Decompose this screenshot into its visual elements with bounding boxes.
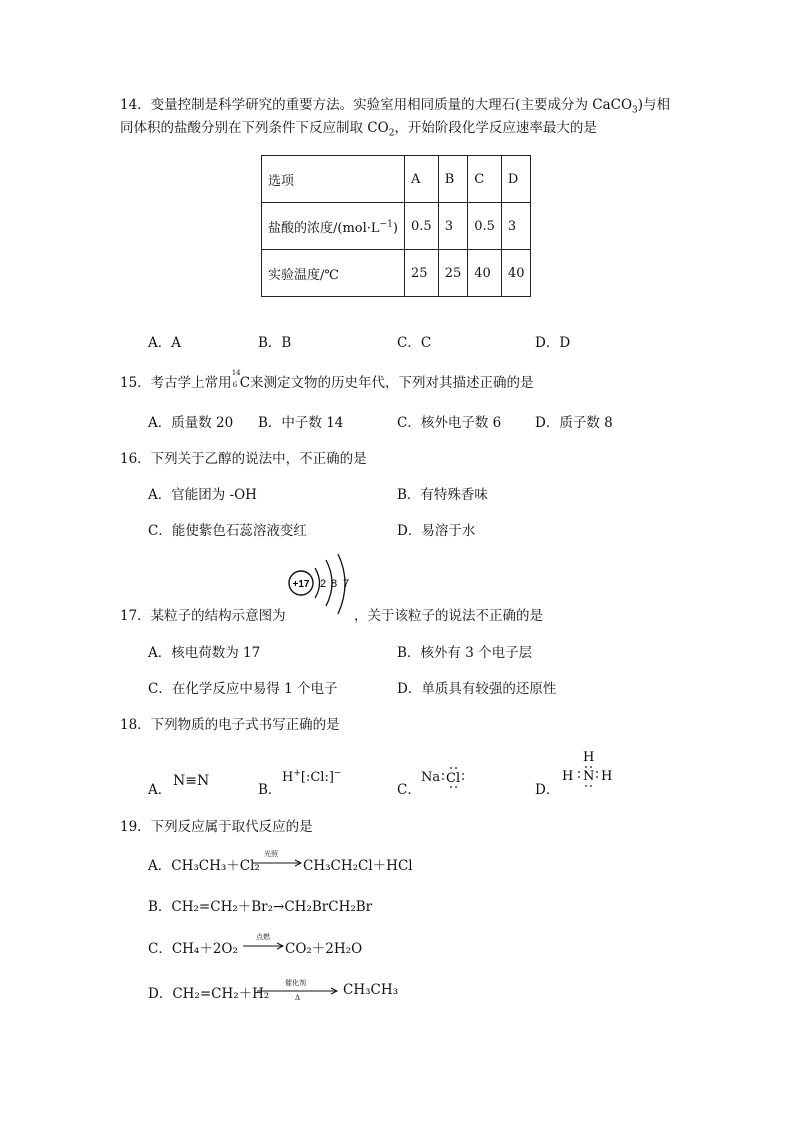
c-chlorine-dots [441, 764, 469, 792]
table-header-cell: 选项 [262, 156, 405, 203]
q19-option-d-right: CH₃CH₃ [343, 982, 399, 998]
q14-table [261, 155, 531, 297]
table-header-cell: C [468, 156, 502, 203]
q14-stem-line1-end: )与相 [637, 97, 671, 113]
shell-electrons-1: 2 [319, 578, 327, 590]
c-chlorine: Cl [446, 771, 461, 786]
d-ammonia-electron-formula [558, 748, 614, 792]
q19-d-condition-bottom: Δ [295, 994, 301, 1002]
q19-option-c-left[interactable]: C．CH₄＋2O₂ [148, 941, 238, 957]
q14-stem-line1-text: 14．变量控制是科学研究的重要方法。实验室用相同质量的大理石(主要成分为 CaCO [120, 97, 633, 113]
q15-option-d[interactable]: D．质子数 8 [535, 415, 613, 431]
b-hydrogen: H [282, 770, 294, 785]
q15-option-c[interactable]: C．核外电子数 6 [397, 415, 502, 431]
row1-label-end: ) [392, 220, 398, 236]
nucleus-charge: +17 [292, 579, 310, 590]
q18-option-d-label[interactable]: D． [535, 782, 560, 798]
q14-stem-line2-text: 同体积的盐酸分别在下列条件下反应制取 CO [120, 120, 389, 136]
table-cell: 40 [468, 250, 502, 297]
q14-stem-line1 [120, 94, 670, 116]
q19-option-a-left[interactable]: A．CH₃CH₃＋Cl₂ [148, 858, 260, 874]
q17-option-d[interactable]: D．单质具有较强的还原性 [397, 681, 557, 697]
table-cell: 0.5 [468, 203, 502, 250]
table-row [262, 203, 531, 250]
q19-d-condition-top: 催化剂 [285, 979, 306, 987]
reaction-arrow-icon [253, 858, 303, 868]
q14-option-d[interactable]: D．D [535, 335, 571, 351]
reaction-arrow-icon [243, 941, 285, 951]
shell-electrons-2: 8 [330, 578, 338, 590]
q16-option-d[interactable]: D．易溶于水 [397, 523, 476, 539]
q19-option-a-right: CH₃CH₂Cl＋HCl [303, 858, 413, 874]
q18-stem: 18．下列物质的电子式书写正确的是 [120, 717, 340, 733]
c-sodium: Na [421, 770, 441, 785]
table-cell: 25 [405, 250, 439, 297]
mass-number: 14 [231, 369, 241, 377]
q14-sub-3: 3 [632, 105, 638, 116]
table-row-label: 实验温度/℃ [262, 250, 405, 297]
q15-suffix: 来测定文物的历史年代，下列对其描述正确的是 [250, 375, 534, 391]
table-cell: 0.5 [405, 203, 439, 250]
b-chloride: [:Cl:] [300, 770, 334, 785]
q14-sub-2: 2 [388, 128, 395, 139]
q17-option-c[interactable]: C．在化学反应中易得 1 个电子 [148, 681, 338, 697]
q19-c-condition: 点燃 [256, 933, 270, 941]
q16-stem: 16．下列关于乙醇的说法中，不正确的是 [120, 451, 367, 467]
q19-stem: 19．下列反应属于取代反应的是 [120, 819, 313, 835]
atom-structure-diagram [286, 552, 354, 618]
d-nitrogen: N [583, 769, 595, 784]
q19-option-b[interactable]: B．CH₂=CH₂＋Br₂→CH₂BrCH₂Br [148, 899, 373, 915]
table-header-cell: B [438, 156, 468, 203]
table-header-cell: D [501, 156, 531, 203]
b-plus: + [293, 768, 301, 779]
table-header-cell: A [405, 156, 439, 203]
q17-option-a[interactable]: A．核电荷数为 17 [148, 645, 261, 661]
q18-option-b-label[interactable]: B． [258, 782, 282, 798]
table-row-label [262, 203, 405, 250]
q16-option-b[interactable]: B．有特殊香味 [397, 487, 488, 503]
q14-option-b[interactable]: B．B [258, 335, 292, 351]
q17-prefix: 17．某粒子的结构示意图为 [120, 608, 286, 624]
table-cell: 3 [501, 203, 531, 250]
table-row [262, 250, 531, 297]
q16-option-c[interactable]: C．能使紫色石蕊溶液变红 [148, 523, 307, 539]
q14-stem-line2 [120, 117, 597, 139]
q14-option-c[interactable]: C．C [397, 335, 432, 351]
q16-option-a[interactable]: A．官能团为 -OH [148, 487, 257, 503]
table-row [262, 156, 531, 203]
d-hydrogen-left: H [562, 769, 574, 784]
q18-option-c-formula [421, 770, 440, 785]
shell-electrons-3: 7 [342, 578, 350, 590]
q18-option-b-formula [282, 770, 341, 785]
q18-option-a-label[interactable]: A． [148, 782, 172, 798]
q19-option-d-left[interactable]: D．CH₂=CH₂＋H₂ [148, 986, 270, 1002]
q17-option-b[interactable]: B．核外有 3 个电子层 [397, 645, 533, 661]
shell-arc-1 [315, 568, 320, 598]
atomic-number: 6 [232, 381, 238, 389]
table-cell: 25 [438, 250, 468, 297]
q14-option-a[interactable]: A．A [148, 335, 181, 351]
q14-stem-line2-end: ，开始阶段化学反应速率最大的是 [394, 120, 597, 136]
q19-a-condition: 光照 [264, 850, 278, 858]
q18-option-c-label[interactable]: C． [397, 782, 421, 798]
q15-option-a[interactable]: A．质量数 20 [148, 415, 234, 431]
d-hydrogen-right: H [601, 769, 613, 784]
table-cell: 3 [438, 203, 468, 250]
row1-label-sup: −1 [379, 219, 393, 230]
element-symbol: C [239, 375, 251, 391]
q15-option-b[interactable]: B．中子数 14 [258, 415, 344, 431]
q15-stem [120, 371, 534, 391]
b-minus: − [333, 768, 342, 779]
q19-option-c-right: CO₂＋2H₂O [285, 941, 363, 957]
row1-label-text: 盐酸的浓度/(mol·L [268, 220, 380, 236]
nuclide-symbol [231, 369, 241, 389]
q18-option-a-formula: N≡N [173, 773, 210, 789]
table-cell: 40 [501, 250, 531, 297]
d-hydrogen-top: H [583, 750, 595, 765]
q17-suffix: ，关于该粒子的说法不正确的是 [354, 608, 543, 624]
q15-prefix: 15．考古学上常用 [120, 375, 232, 391]
